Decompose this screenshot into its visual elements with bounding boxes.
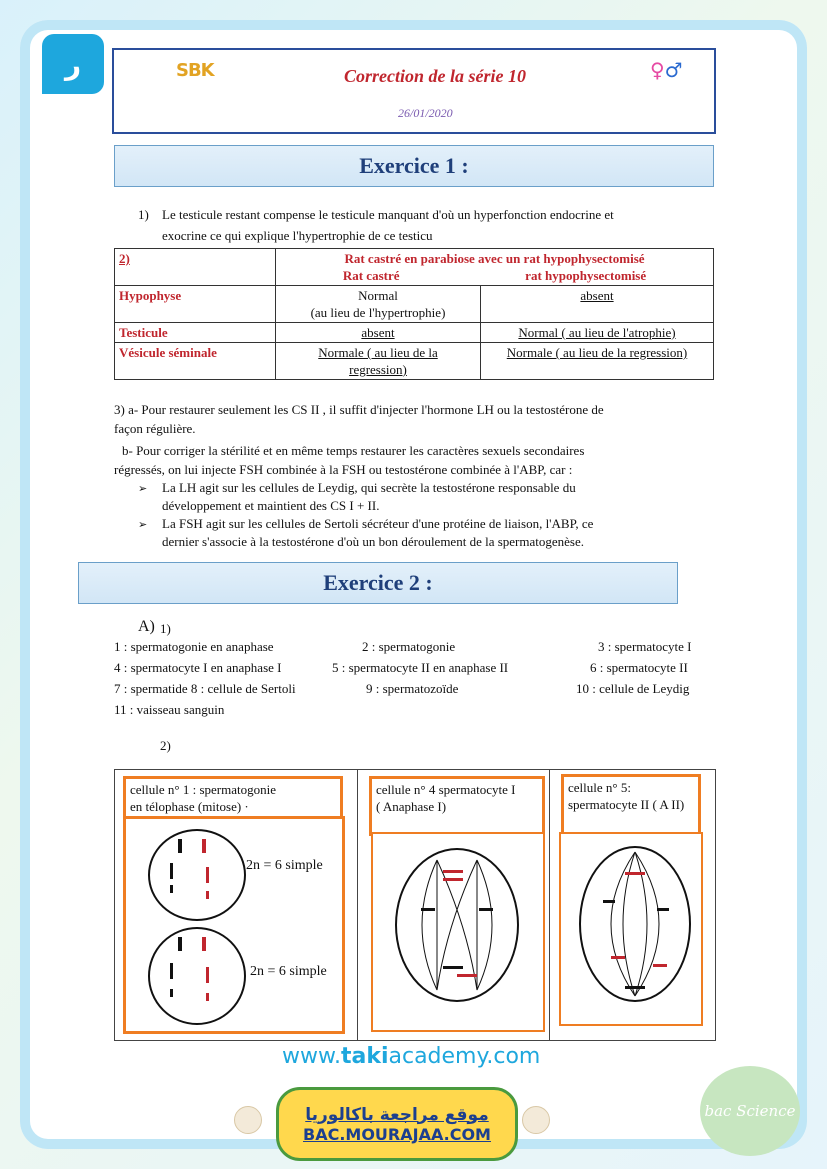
table-row [115,343,714,380]
cell-4-line1: cellule n° 4 spermatocyte I [376,782,516,797]
cell-4-spindle [395,848,519,1002]
list-item: 10 : cellule de Leydig [576,681,690,696]
document-header [112,48,716,134]
table-row [115,323,714,343]
ploidy-label: 2n = 6 simple [246,858,323,873]
chromosomes-icon [150,831,244,919]
gender-icon: ♀♂ [650,58,683,82]
part-a-label: A) [138,618,155,635]
row-label: Hypophyse [115,286,276,323]
cell-value: absent [361,325,395,340]
cell-value: Normale ( au lieu de la [318,345,438,360]
list-item: 2 : spermatogonie [362,639,456,654]
spindle-icon [581,848,689,1000]
exercise-2-title: Exercice 2 : [78,562,678,604]
footer-link-badge[interactable] [276,1087,518,1161]
list-item: 1 : spermatogonie en anaphase [114,639,274,654]
cell-upper-circle [148,829,246,921]
spindle-icon [397,850,517,1000]
cell-1-drawing-box [123,816,345,1034]
row-label: Vésicule séminale [115,343,276,380]
cell-4-drawing-box [371,832,545,1032]
sbk-logo: SBK [176,60,214,81]
cell-5-line2: spermatocyte II ( A II) [568,797,685,812]
cell-4-label-box [369,776,545,836]
list-item: 5 : spermatocyte II en anaphase II [332,660,509,675]
cell-value: (au lieu de l'hypertrophie) [310,305,446,320]
list-item: 7 : spermatide 8 : cellule de Sertoli [114,681,296,696]
footer-arabic-label: موقع مراجعة باكالوريا [305,1104,489,1125]
q3a-line1: 3) a- Pour restaurer seulement les CS II , il suffit d'injecter l'hormone LH ou la testostérone de [114,402,604,417]
cell-5-drawing-box [559,832,703,1026]
bullet-arrow-icon: ➢ [138,518,148,531]
ploidy-label: 2n = 6 simple [250,964,327,979]
document-title: Correction de la série 10 [344,66,526,86]
footer-english-label: BAC.MOURAJAA.COM [303,1124,491,1144]
cell-1-line1: cellule n° 1 : spermatogonie [130,782,276,797]
cell-4-line2: ( Anaphase I) [376,799,447,814]
table-row [115,286,714,323]
cell-value: absent [580,288,614,303]
list-item: 4 : spermatocyte I en anaphase I [114,660,282,675]
cell-lower-circle [148,927,246,1025]
q1-number: 1) [138,207,149,222]
exercise-1-title: Exercice 1 : [114,145,714,187]
list-item: 11 : vaisseau sanguin [114,702,225,717]
bullet2-line1: La FSH agit sur les cellules de Sertoli sécréteur d'une protéine de liaison, l'ABP, ce [162,516,594,531]
cell-value: Normal ( au lieu de l'atrophie) [518,325,676,340]
cell-5-spindle [579,846,691,1002]
bullet1-line1: La LH agit sur les cellules de Leydig, qui secrète la testostérone responsable du [162,480,576,495]
cell-value: regression) [349,362,407,377]
q2-label: 2) [160,738,171,753]
row-label: Testicule [115,323,276,343]
list-item: 6 : spermatocyte II [590,660,688,675]
table-head-main: Rat castré en parabiose avec un rat hypophysectomisé [344,251,645,266]
app-logo-icon[interactable]: ر [42,34,104,94]
mini-logo-icon [522,1106,550,1134]
cell-1-line2: en télophase (mitose) · [130,799,249,814]
q1-line2: exocrine ce qui explique l'hypertrophie de ce testicu [162,228,433,243]
results-table [114,248,714,380]
q1-label: 1) [160,621,171,636]
cells-figure [114,769,716,1041]
cell-value: Normal [358,288,398,303]
cell-value: Normale ( au lieu de la regression) [506,345,688,360]
chromosomes-icon [150,929,244,1023]
q1-line1: Le testicule restant compense le testicule manquant d'où un hyperfonction endocrine et [162,207,614,222]
cell-5-label-box [561,774,701,836]
bac-science-badge: bac Science [700,1066,800,1156]
cell-5-line1: cellule n° 5: [568,780,631,795]
bullet-arrow-icon: ➢ [138,482,148,495]
mini-logo-icon [234,1106,262,1134]
q3b-line2: régressés, on lui injecte FSH combinée à la FSH ou testostérone combinée à l'ABP, car : [114,462,573,477]
q3b-line1: b- Pour corriger la stérilité et en même temps restaurer les caractères sexuels secondaires [122,443,585,458]
list-item: 9 : spermatozoïde [366,681,459,696]
table-head-col2: rat hypophysectomisé [525,268,647,283]
footer-url[interactable]: www.takiacademy.com [282,1044,541,1069]
bullet2-line2: dernier s'associe à la testostérone d'où un bon déroulement de la spermatogenèse. [162,534,584,549]
list-item: 3 : spermatocyte I [598,639,692,654]
q3a-line2: façon régulière. [114,421,196,436]
bullet1-line2: développement et maintient des CS I + II. [162,498,380,513]
table-corner: 2) [119,251,130,266]
document-date: 26/01/2020 [398,106,453,120]
table-head-col1: Rat castré [342,268,400,283]
